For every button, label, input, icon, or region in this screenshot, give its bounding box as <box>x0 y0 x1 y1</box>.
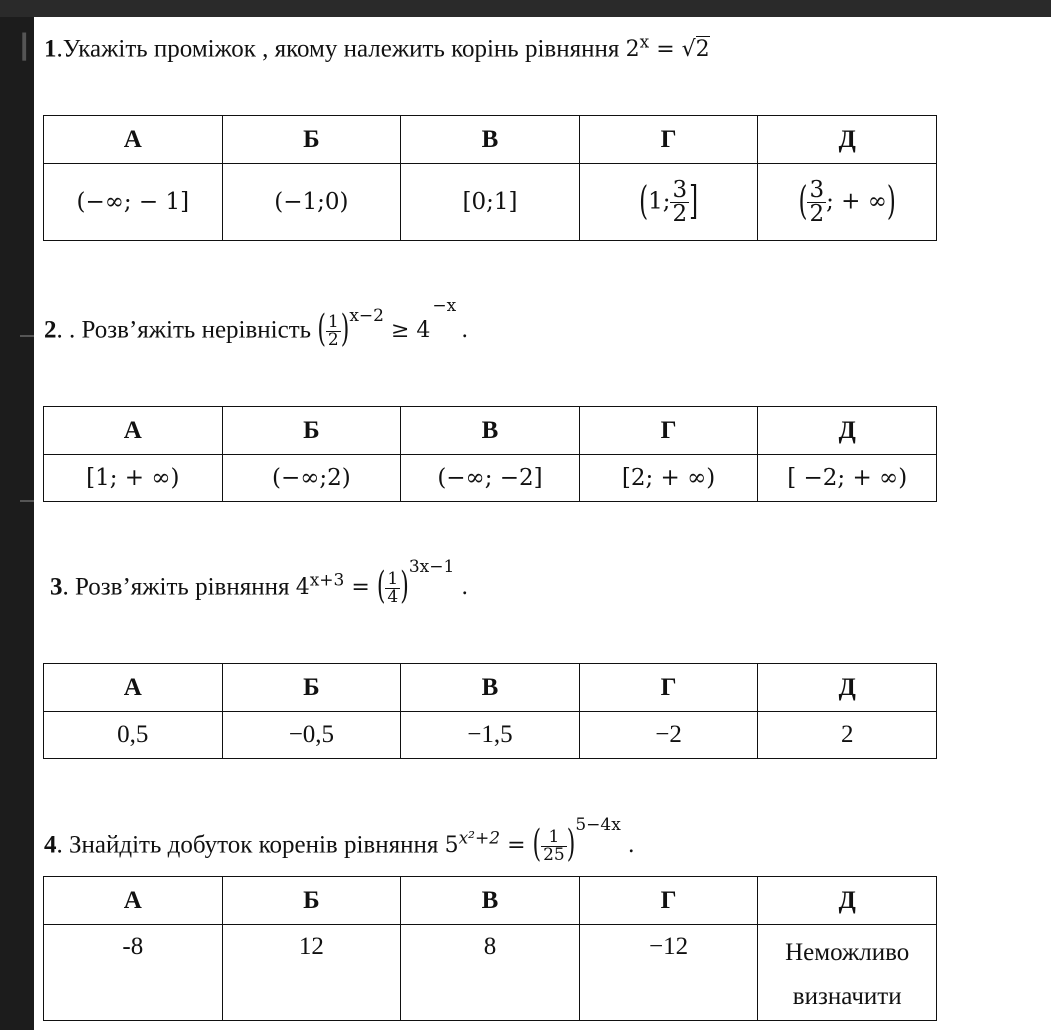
header-g: Г <box>579 877 758 925</box>
question-text: .Укажіть проміжок , якому належить корінь рівняння <box>56 35 620 63</box>
header-b: Б <box>222 877 401 925</box>
answer-table-1 <box>43 115 937 241</box>
question-1 <box>44 28 710 65</box>
answer-g: [2; + ∞) <box>579 455 758 502</box>
background-bleed: | <box>0 0 34 1030</box>
header-v: В <box>401 116 580 164</box>
header-b: Б <box>222 664 401 712</box>
question-number: 4 <box>44 831 57 859</box>
question-number: 3 <box>50 573 63 601</box>
answer-a: 0,5 <box>44 712 223 759</box>
answer-g: −12 <box>579 925 758 1021</box>
header-d: Д <box>758 877 937 925</box>
header-a: А <box>44 407 223 455</box>
equation: $4^{x+3}$ = ( $\frac{1}{4}$ )$^{3x-1}$ . <box>295 557 469 609</box>
header-d: Д <box>758 116 937 164</box>
answer-g: −2 <box>579 712 758 759</box>
header-v: В <box>401 407 580 455</box>
header-v: В <box>401 877 580 925</box>
answer-a: (−∞; − 1] <box>44 164 223 241</box>
header-v: В <box>401 664 580 712</box>
top-bar <box>0 0 1051 17</box>
answer-b: (−1;0) <box>222 164 401 241</box>
equation: ( $\frac{1}{2}$ )$^{x-2} \ge 4^{-x}$ . <box>317 296 469 352</box>
question-2 <box>44 297 468 377</box>
answer-b: −0,5 <box>222 712 401 759</box>
question-number: 1 <box>44 35 57 63</box>
question-text: . Розв’яжіть рівняння <box>62 573 290 601</box>
answer-v: [0;1] <box>401 164 580 241</box>
equation: 2$^x$ = √2 <box>625 33 710 63</box>
answer-table-3 <box>43 663 937 759</box>
worksheet <box>34 17 1051 1030</box>
answer-a: [1; + ∞) <box>44 455 223 502</box>
answer-d: Неможливо визначити <box>758 925 937 1021</box>
answer-g: (1; $\frac{3}{2}$ ] <box>579 164 758 241</box>
question-text: . Знайдіть добуток коренів рівняння <box>56 831 439 859</box>
answer-a: -8 <box>44 925 223 1021</box>
header-d: Д <box>758 664 937 712</box>
header-b: Б <box>222 116 401 164</box>
answer-b: (−∞;2) <box>222 455 401 502</box>
header-a: А <box>44 877 223 925</box>
header-g: Г <box>579 407 758 455</box>
header-b: Б <box>222 407 401 455</box>
answer-table-2 <box>43 406 937 502</box>
question-3 <box>50 554 468 634</box>
question-number: 2 <box>44 316 57 344</box>
answer-d: 2 <box>758 712 937 759</box>
header-a: А <box>44 664 223 712</box>
header-g: Г <box>579 664 758 712</box>
answer-table-4 <box>43 876 937 1021</box>
answer-v: −1,5 <box>401 712 580 759</box>
header-a: А <box>44 116 223 164</box>
question-4 <box>44 812 635 872</box>
header-d: Д <box>758 407 937 455</box>
equation: $5^{x^2+2}$ = ( $\frac{1}{25}$ )$^{5-4x}$ . <box>444 815 635 867</box>
answer-v: 8 <box>401 925 580 1021</box>
question-text: . . Розв’яжіть нерівність <box>56 316 312 344</box>
answer-v: (−∞; −2] <box>401 455 580 502</box>
answer-d: [ −2; + ∞) <box>758 455 937 502</box>
answer-b: 12 <box>222 925 401 1021</box>
answer-d: ( $\frac{3}{2}$ ; + ∞) <box>758 164 937 241</box>
header-g: Г <box>579 116 758 164</box>
